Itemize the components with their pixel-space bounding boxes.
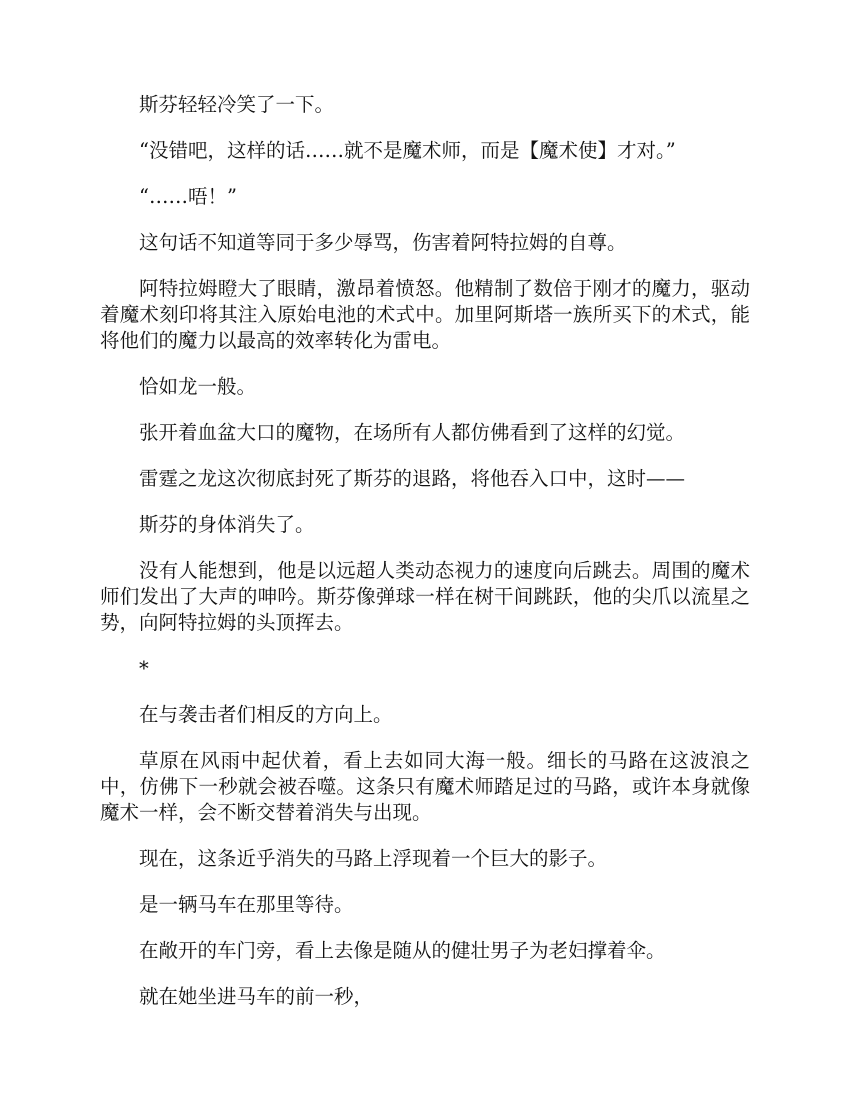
paragraph: 阿特拉姆瞪大了眼睛，激昂着愤怒。他精制了数倍于刚才的魔力，驱动着魔术刻印将其注入原始电池的术式中。加里阿斯塔一族所买下的术式，能将他们的魔力以最高的效率转化为雷电。 bbox=[100, 277, 750, 352]
paragraph: 是一辆马车在那里等待。 bbox=[139, 893, 354, 916]
paragraph: 没有人能想到，他是以远超人类动态视力的速度向后跳去。周围的魔术师们发出了大声的呻吟。斯芬像弹球一样在树干间跳跃，他的尖爪以流星之势，向阿特拉姆的头顶挥去。 bbox=[100, 559, 750, 634]
paragraph: 在敞开的车门旁，看上去像是随从的健壮男子为老妇撑着伞。 bbox=[139, 939, 666, 962]
paragraph: 恰如龙一般。 bbox=[139, 375, 257, 398]
paragraph: 斯芬的身体消失了。 bbox=[139, 513, 315, 536]
paragraph: 草原在风雨中起伏着，看上去如同大海一般。细长的马路在这波浪之中，仿佛下一秒就会被吞噬。这条只有魔术师踏足过的马路，或许本身就像魔术一样，会不断交替着消失与出现。 bbox=[100, 749, 750, 824]
paragraph: 在与袭击者们相反的方向上。 bbox=[139, 703, 393, 726]
paragraph: “没错吧，这样的话……就不是魔术师，而是【魔术使】才对。” bbox=[139, 139, 676, 162]
paragraph: 就在她坐进马车的前一秒， bbox=[139, 985, 374, 1008]
paragraph: “……唔！” bbox=[139, 185, 237, 208]
scene-break: * bbox=[139, 657, 149, 680]
paragraph: 现在，这条近乎消失的马路上浮现着一个巨大的影子。 bbox=[139, 847, 608, 870]
paragraph: 斯芬轻轻冷笑了一下。 bbox=[139, 93, 335, 116]
paragraph: 张开着血盆大口的魔物，在场所有人都仿佛看到了这样的幻觉。 bbox=[139, 421, 686, 444]
body-text bbox=[100, 92, 750, 1030]
paragraph: 雷霆之龙这次彻底封死了斯芬的退路，将他吞入口中，这时—— bbox=[139, 467, 686, 490]
paragraph: 这句话不知道等同于多少辱骂，伤害着阿特拉姆的自尊。 bbox=[139, 231, 627, 254]
